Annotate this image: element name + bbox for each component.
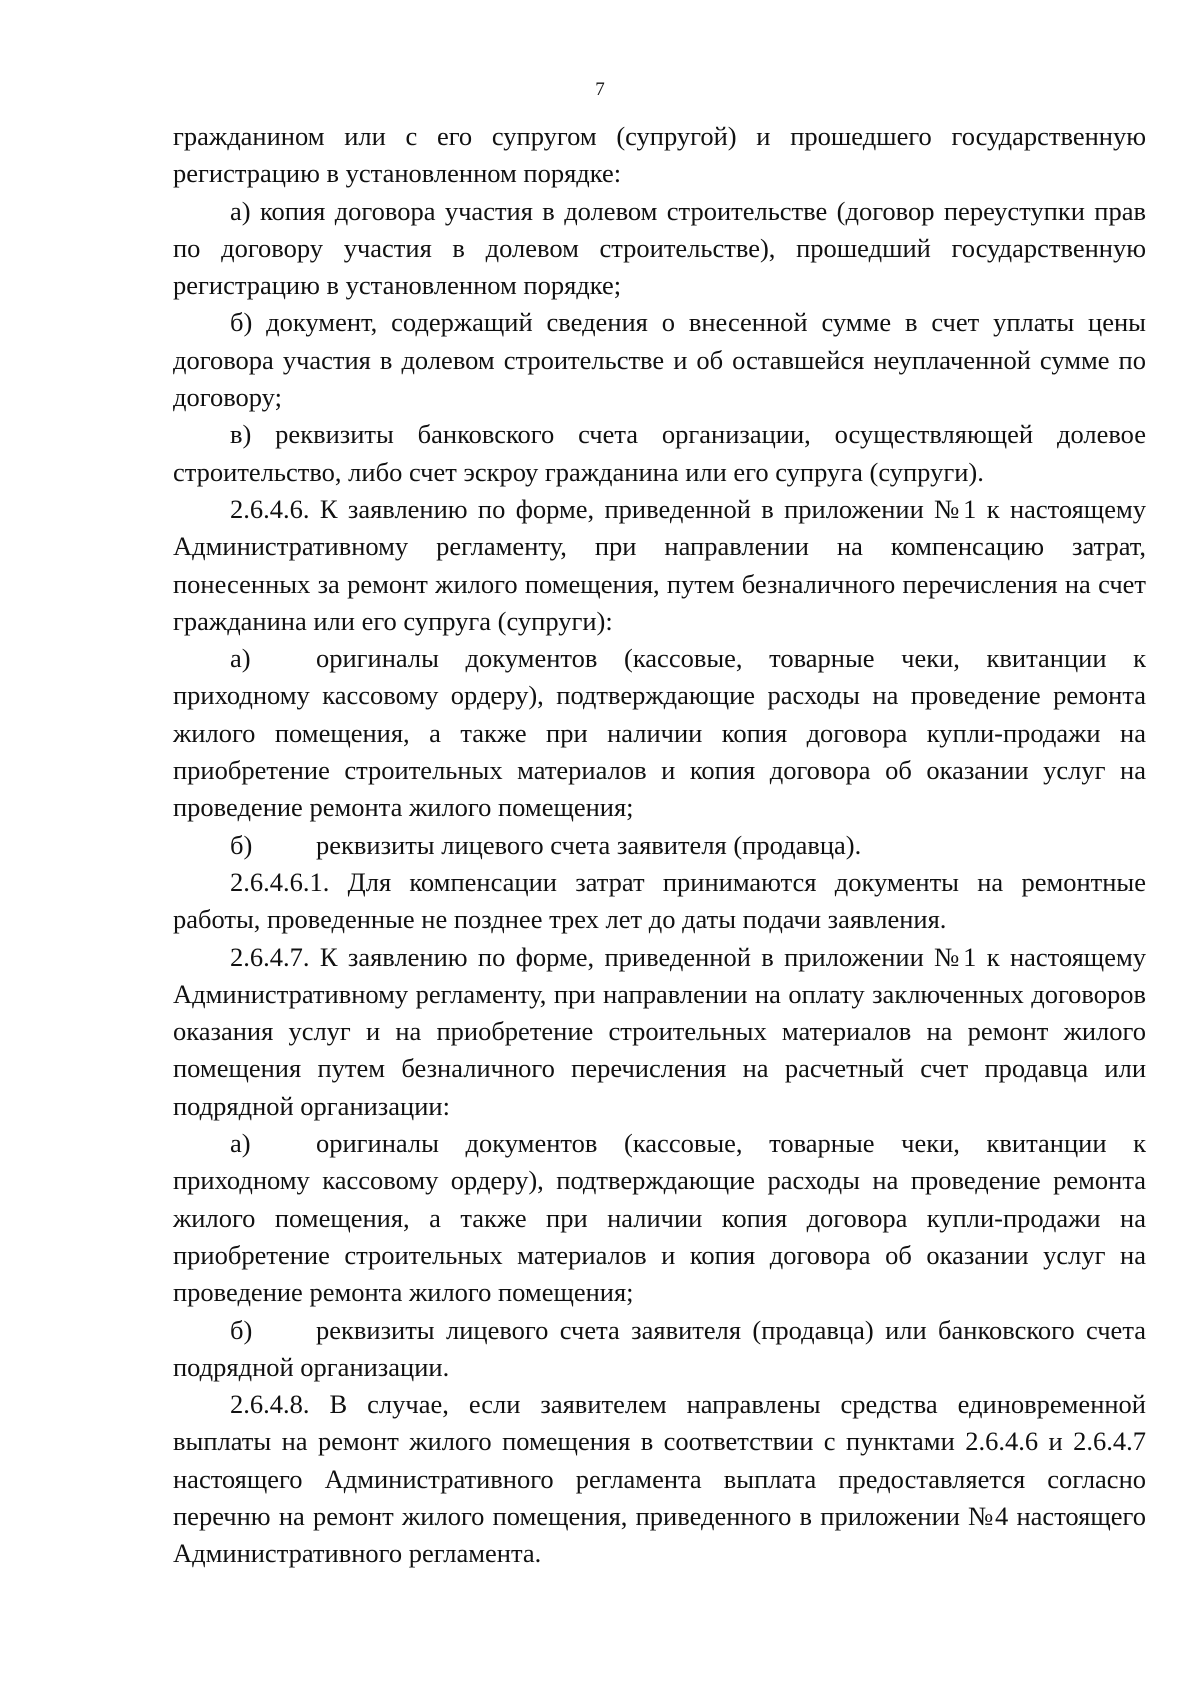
- paragraph-item-b: б) документ, содержащий сведения о внесенной сумме в счет уплаты цены договора участия в долевом строительстве и об оставшейся неуплаченной сумме по договору;: [173, 307, 1146, 413]
- list-marker: а): [230, 1128, 251, 1159]
- page-number: 7: [595, 79, 605, 100]
- list-item-b-requisites: [173, 827, 1146, 864]
- list-marker: б): [230, 1314, 253, 1345]
- paragraph-clause-2-6-4-6-1: 2.6.4.6.1. Для компенсации затрат принимаются документы на ремонтные работы, проведенные не позднее трех лет до даты подачи заявления.: [173, 866, 1146, 935]
- list-marker: б): [230, 829, 253, 860]
- list-marker: а): [230, 643, 251, 674]
- list-item-text: оригиналы документов (кассовые, товарные чеки, квитанции к приходному кассовому ордеру), подтверждающие расходы на проведение ремонта жилого помещения, а также при наличии копия договора купли-продажи на приобретение строительных материалов и копия договора об оказании услуг на проведение ремонта жилого помещения;: [173, 643, 1146, 823]
- list-item-text: оригиналы документов (кассовые, товарные чеки, квитанции к приходному кассовому ордеру), подтверждающие расходы на проведение ремонта жилого помещения, а также при наличии копия договора купли-продажи на приобретение строительных материалов и копия договора об оказании услуг на проведение ремонта жилого помещения;: [173, 1128, 1146, 1308]
- paragraph-continuation: гражданином или с его супругом (супругой) и прошедшего государственную регистрацию в установленном порядке:: [173, 121, 1146, 189]
- list-item-a-originals-2: [173, 1125, 1146, 1311]
- paragraph-clause-2-6-4-8: 2.6.4.8. В случае, если заявителем направлены средства единовременной выплаты на ремонт жилого помещения в соответствии с пунктами 2.6.4.6 и 2.6.4.7 настоящего Административного регламента выплата предоставляется согласно перечню на ремонт жилого помещения, приведенного в приложении №4 настоящего Административного регламента.: [173, 1389, 1146, 1569]
- list-item-b-requisites-2: [173, 1312, 1146, 1387]
- document-body: [173, 118, 1146, 1573]
- paragraph-clause-2-6-4-7: 2.6.4.7. К заявлению по форме, приведенной в приложении №1 к настоящему Административному регламенту, при направлении на оплату заключенных договоров оказания услуг и на приобретение строительных материалов на ремонт жилого помещения путем безналичного перечисления на расчетный счет продавца или подрядной организации:: [173, 941, 1146, 1121]
- list-item-text: реквизиты лицевого счета заявителя (продавца) или банковского счета подрядной организации.: [173, 1314, 1146, 1382]
- list-item-a-originals: [173, 640, 1146, 826]
- paragraph-item-a: а) копия договора участия в долевом строительстве (договор переуступки прав по договору участия в долевом строительстве), прошедший государственную регистрацию в установленном порядке;: [173, 195, 1146, 301]
- paragraph-item-v: в) реквизиты банковского счета организации, осуществляющей долевое строительство, либо счет эскроу гражданина или его супруга (супруги).: [173, 419, 1146, 487]
- paragraph-clause-2-6-4-6: 2.6.4.6. К заявлению по форме, приведенной в приложении №1 к настоящему Административному регламенту, при направлении на компенсацию затрат, понесенных за ремонт жилого помещения, путем безналичного перечисления на счет гражданина или его супруга (супруги):: [173, 493, 1146, 636]
- list-item-text: реквизиты лицевого счета заявителя (продавца).: [316, 829, 862, 860]
